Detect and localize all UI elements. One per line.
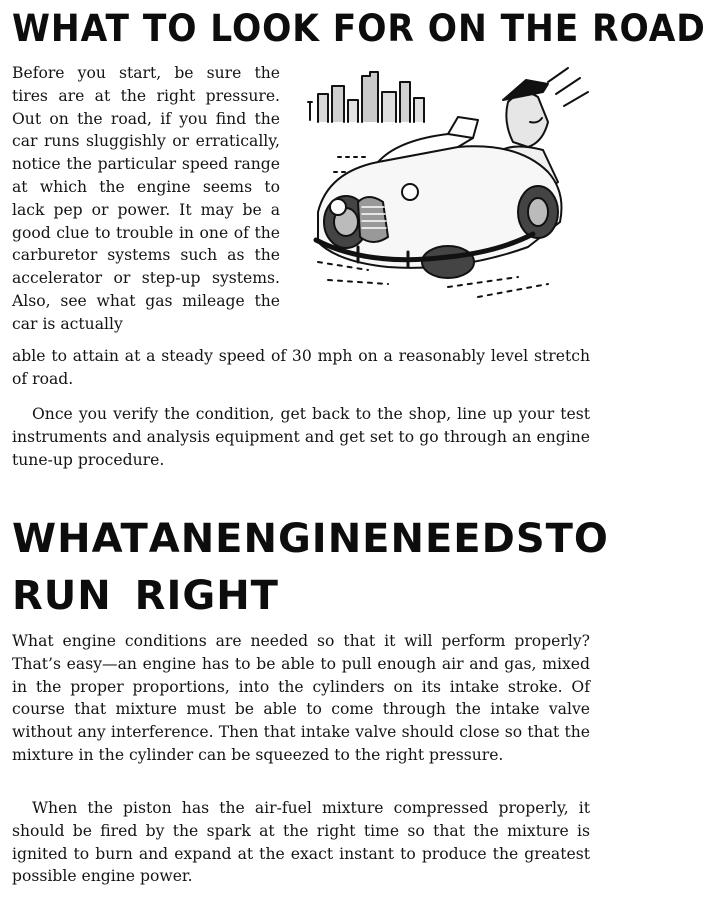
heading-word: AN xyxy=(148,516,216,562)
heading-road: WHAT TO LOOK FOR ON THE ROAD xyxy=(12,7,706,50)
paragraph-road-intro: Before you start, be sure the tires are at the right pressure. Out on the road, if you find the car runs sluggishly or erratically, notice the particular speed range at which the engine seems to lack pep or power. It may be a good clue to trouble in one of the carburetor systems such as the accelerator or step-up systems. Also, see what gas mileage the car is actually xyxy=(12,64,280,333)
heading-word: NEEDS xyxy=(390,516,546,562)
heading-engine-line2: RUN RIGHT xyxy=(12,573,279,619)
cartoon-car-driver-icon xyxy=(298,62,588,302)
paragraph-road-followup: Once you verify the condition, get back to the shop, line up your test instruments and analysis equipment and get set to go through an engine tune-up procedure. xyxy=(12,405,590,469)
paragraph-engine-conditions: What engine conditions are needed so that it will perform properly? That’s easy—an engine has to be able to pull enough air and gas, mixed in the proper proportions, into the cylinders on its intake stroke. Of course that mixture must be able to come through the intake valve without any interference. Then that intake valve should close so that the mixture in the cylinder can be squeezed to the right pressure. xyxy=(12,632,590,764)
heading-word: WHAT xyxy=(12,516,149,562)
heading-engine-line1 xyxy=(12,513,609,565)
heading-word: TO xyxy=(545,516,609,562)
paragraph-engine-spark: When the piston has the air-fuel mixture compressed properly, it should be fired by the spark at the right time so that the mixture is ignited to burn and expand at the exact instant to produce the greatest possible engine power. xyxy=(12,799,590,886)
heading-word: ENGINE xyxy=(215,516,391,562)
paragraph-road-intro-continued: able to attain at a steady speed of 30 mph on a reasonably level stretch of road. xyxy=(12,347,590,388)
